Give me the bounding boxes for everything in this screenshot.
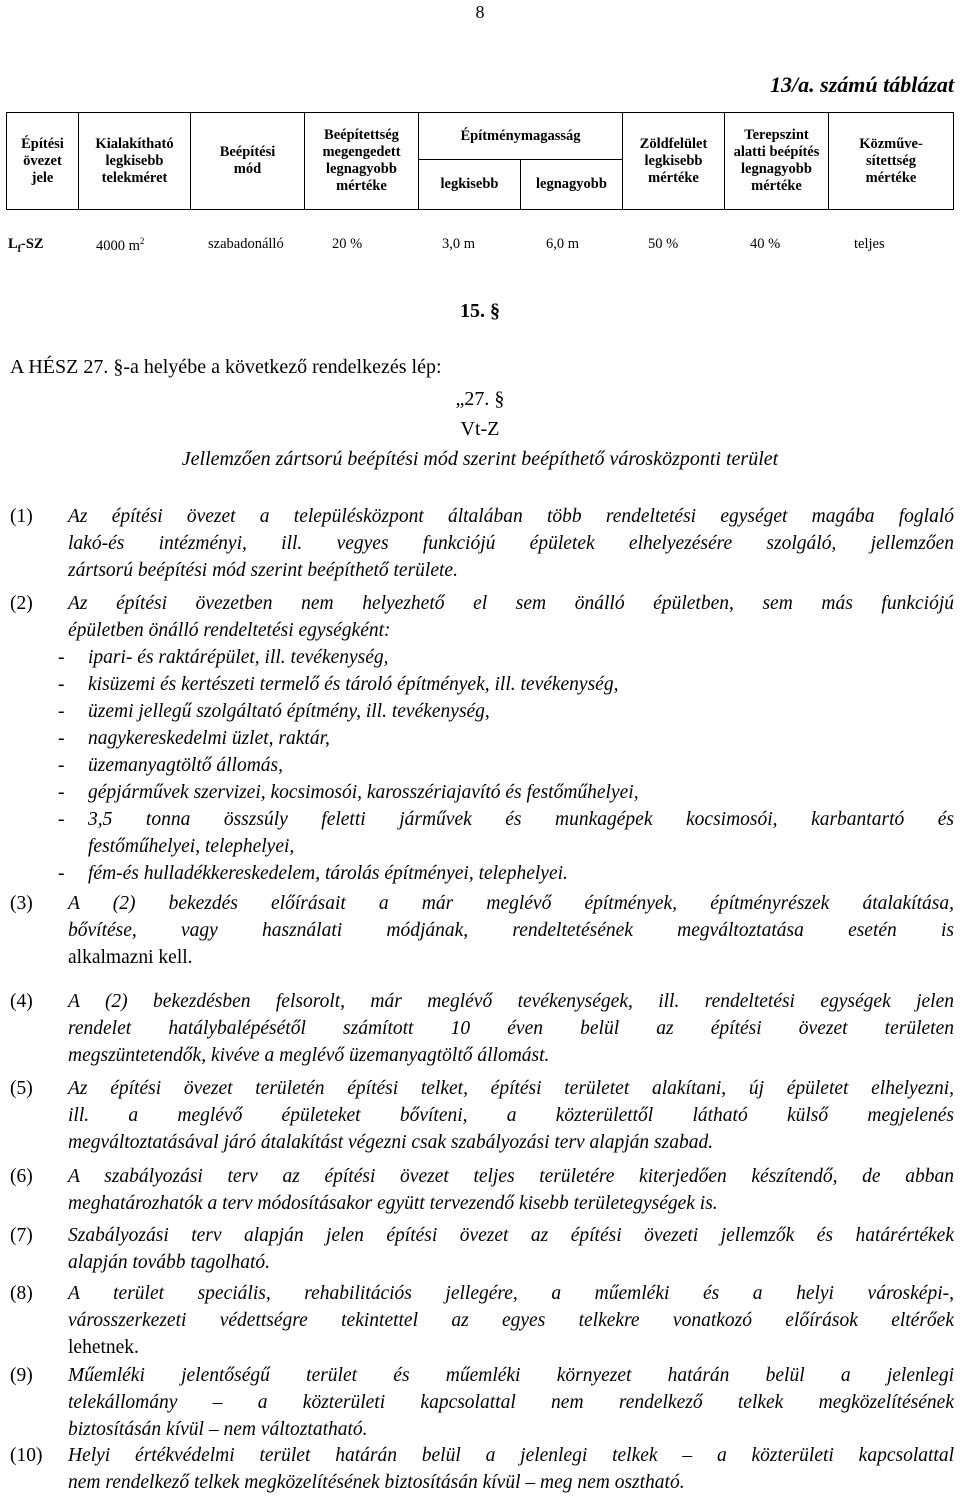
header-underground-coverage: Terepszint alatti beépítés legnagyobb mértéke bbox=[733, 127, 820, 194]
header-zone-code: Építési övezet jele bbox=[21, 135, 64, 186]
bullet-dash: - bbox=[58, 728, 65, 749]
bullet-dash: - bbox=[58, 755, 65, 776]
header-building-height: Építménymagasság bbox=[460, 127, 581, 144]
bullet-dash: - bbox=[58, 809, 65, 830]
header-utility-level: Közműve- sítettség mértéke bbox=[859, 135, 923, 186]
table-caption: 13/a. számú táblázat bbox=[770, 72, 954, 97]
paragraph-9: (9) Műemléki jelentőségű terület és műemléki környezet határán belül a jelenlegi telekállomány – a közterületi kapcsolattal nem rendelkező telkek megközelítésének biztosításán kívül – nem változtatható. bbox=[10, 1365, 954, 1440]
paragraph-4: (4) A (2) bekezdésben felsorolt, már meglévő tevékenységek, ill. rendeltetési egységek jelen rendelet hatálybalépésétől számított 10 éven belül az építési övezet területen megszüntetendők, kivéve a meglévő üzemanyagtöltő állomást. bbox=[10, 991, 954, 1066]
row-mode: szabadonálló bbox=[208, 236, 284, 252]
row-zone-code: $L_f-SZ$ bbox=[8, 236, 44, 255]
row-utility: teljes bbox=[854, 236, 885, 252]
bullet-dash: - bbox=[58, 647, 65, 668]
bullet-dash: - bbox=[58, 674, 65, 695]
row-green: 50 % bbox=[648, 236, 679, 252]
paragraph-7: (7) Szabályozási terv alapján jelen építési övezet az építési övezeti jellemzők és határértékek alapján tovább tagolható. bbox=[10, 1225, 954, 1273]
row-coverage: 20 % bbox=[332, 236, 363, 252]
row-height-max: 6,0 m bbox=[546, 236, 580, 252]
list-item: gépjárművek szervizei, kocsimosói, karosszériajavító és festőműhelyei, bbox=[88, 782, 639, 803]
list-item: üzemanyagtöltő állomás, bbox=[88, 755, 283, 776]
row-min-plot: 4000 $m^2$ bbox=[96, 236, 145, 254]
list-item: ipari- és raktárépület, ill. tevékenység, bbox=[88, 647, 389, 668]
header-green-area: Zöldfelület legkisebb mértéke bbox=[639, 135, 708, 186]
paragraph-1: (1) Az építési övezet a településközpont általában több rendeltetési egységet magába foglaló lakó-és intézményi, ill. vegyes funkciójú épületek elhelyezésére szolgáló, jellemzően zártsorú beépítési mód szerint beépíthető területe. bbox=[10, 506, 954, 581]
paragraph-2: (2) Az építési övezetben nem helyezhető el sem önálló épületben, sem más funkciójú épületben önálló rendeltetési egységként: bbox=[10, 593, 954, 641]
header-height-min: legkisebb bbox=[440, 176, 499, 192]
list-item: üzemi jellegű szolgáltató építmény, ill. tevékenység, bbox=[88, 701, 490, 722]
list-item: fém-és hulladékkereskedelem, tárolás építményei, telephelyei. bbox=[88, 863, 568, 884]
bullet-dash: - bbox=[58, 782, 65, 803]
paragraph-6: (6) A szabályozási terv az építési övezet teljes területére kiterjedően készítendő, de abban meghatározhatók a terv módosításakor együtt tervezendő kisebb területegységek is. bbox=[10, 1166, 954, 1214]
header-height-max: legnagyobb bbox=[536, 176, 607, 192]
list-item: kisüzemi és kertészeti termelő és tároló építmények, ill. tevékenység, bbox=[88, 674, 619, 695]
paragraph-3: (3) A (2) bekezdés előírásait a már meglévő építmények, építményrészek átalakítása, bővítése, vagy használati módjának, rendeltetésének megváltoztatása esetén is alkalmazni kell. bbox=[10, 893, 954, 968]
paragraph-10: (10) Helyi értékvédelmi terület határán belül a jelenlegi telkek – a közterületi kapcsolattal nem rendelkező telkek megközelítésének biztosításán kívül – meg nem osztható. bbox=[10, 1445, 954, 1493]
paragraph-8: (8) A terület speciális, rehabilitációs jellegére, a műemléki és a helyi városképi-, városszerkezeti védettségre tekintettel az egyes telkekre vonatkozó előírások eltérőek lehetnek. bbox=[10, 1283, 954, 1358]
row-height-min: 3,0 m bbox=[442, 236, 476, 252]
header-building-mode: Beépítési mód bbox=[219, 144, 276, 177]
article-code: Vt-Z bbox=[460, 418, 500, 440]
list-item: 3,5 tonna összsúly feletti járművek és munkagépek kocsimosói, karbantartó és bbox=[88, 809, 954, 830]
header-min-plot-size: Kialakítható legkisebb telekméret bbox=[95, 135, 174, 186]
row-underground: 40 % bbox=[750, 236, 781, 252]
list-item: nagykereskedelmi üzlet, raktár, bbox=[88, 728, 330, 749]
article-number: „27. § bbox=[455, 388, 505, 410]
zoning-table-header bbox=[6, 112, 954, 210]
list-item-continuation: festőműhelyei, telephelyei, bbox=[88, 836, 295, 857]
bullet-dash: - bbox=[58, 701, 65, 722]
paragraph-5: (5) Az építési övezet területén építési telket, építési területet alakítani, új épületet elhelyezni, ill. a meglévő épületeket bővíteni, a közterülettől látható külső megjelenés megváltoztatásával járó átalakítást végezni csak szabályozási terv alapján szabad. bbox=[10, 1078, 954, 1153]
section-heading: 15. § bbox=[460, 300, 500, 322]
article-title: Jellemzően zártsorú beépítési mód szerint beépíthető városközponti terület bbox=[181, 448, 779, 470]
page-number: 8 bbox=[475, 2, 485, 22]
header-coverage: Beépítettség megengedett legnagyobb mértéke bbox=[322, 127, 401, 194]
intro-text: A HÉSZ 27. §-a helyébe a következő rendelkezés lép: bbox=[10, 356, 442, 378]
bullet-dash: - bbox=[58, 863, 65, 884]
